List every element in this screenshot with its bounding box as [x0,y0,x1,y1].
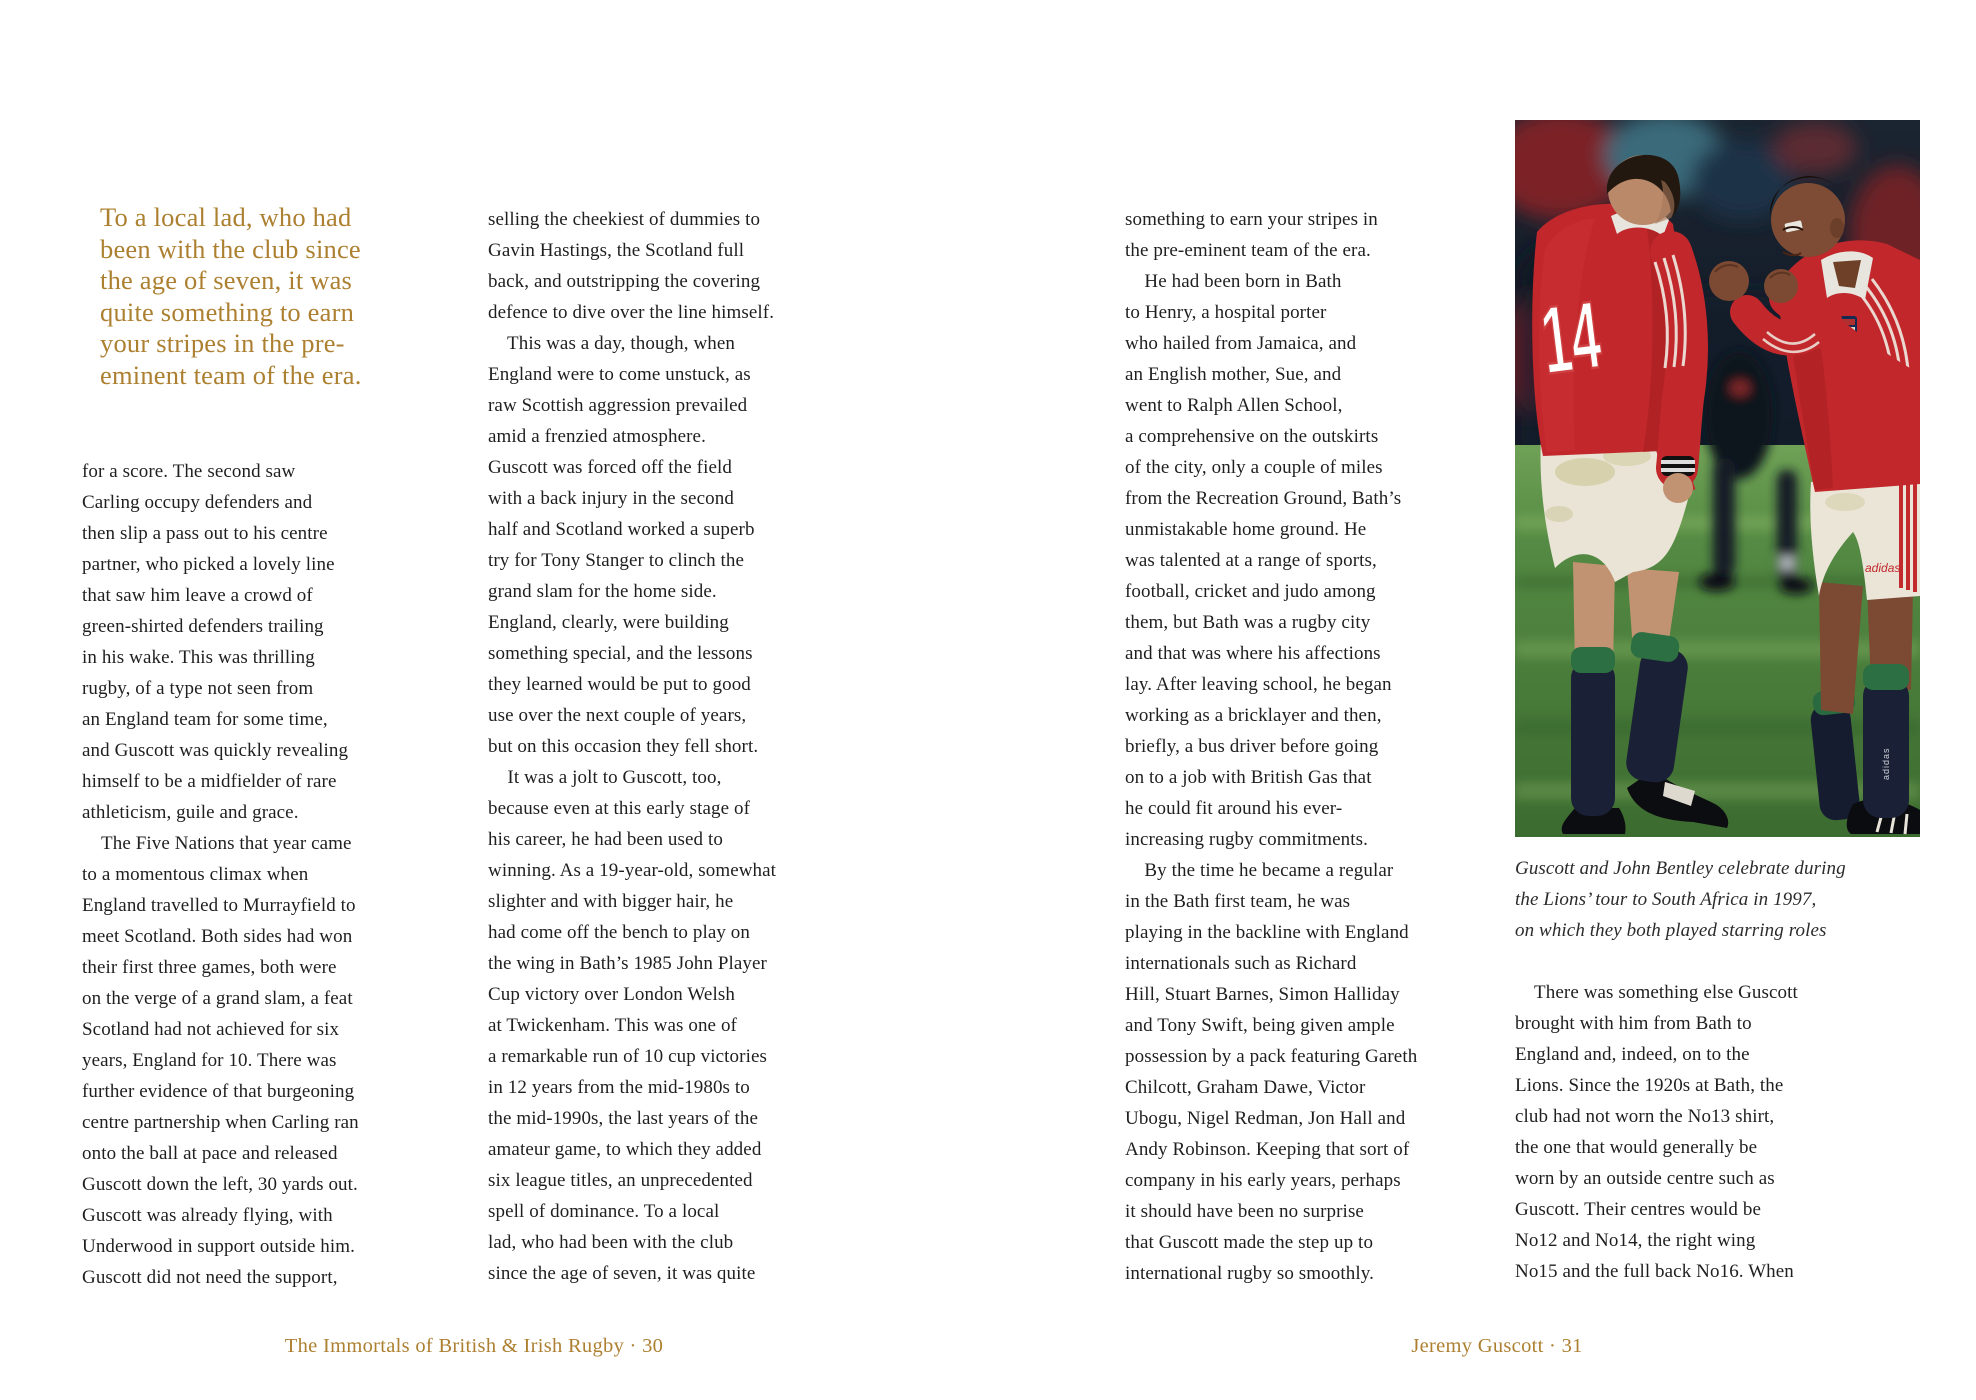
text-line: been with the club since [100,233,361,264]
sock-brand-label: adidas [1881,747,1891,780]
text-line: winning. As a 19-year-old, somewhat [488,860,777,881]
text-line: Guscott did not need the support, [82,1267,338,1288]
text-line: Guscott was forced off the field [488,457,732,478]
text-line: football, cricket and judo among [1125,581,1376,602]
body-column-2 [488,204,818,1289]
text-line: England, clearly, were building [488,612,729,633]
text-line: and Tony Swift, being given ample [1125,1015,1395,1036]
text-line: that Guscott made the step up to [1125,1232,1374,1253]
text-line: the age of seven, it was [100,265,353,295]
text-line: club had not worn the No13 shirt, [1515,1106,1775,1127]
text-line: an English mother, Sue, and [1125,364,1342,385]
text-line: selling the cheekiest of dummies to [488,209,761,230]
text-line: raw Scottish aggression prevailed [488,395,748,416]
text-line: increasing rugby commitments. [1125,829,1368,850]
text-line: Chilcott, Graham Dawe, Victor [1125,1077,1366,1098]
text-line: Andy Robinson. Keeping that sort of [1125,1139,1410,1160]
text-line: centre partnership when Carling ran [82,1112,359,1133]
text-line: of the city, only a couple of miles [1125,457,1383,478]
text-line: on the verge of a grand slam, a feat [82,988,353,1009]
text-line: athleticism, guile and grace. [82,802,299,823]
text-line: playing in the backline with England [1125,922,1409,943]
text-line: amateur game, to which they added [488,1139,762,1160]
text-line: To a local lad, who had [100,202,352,232]
text-line: company in his early years, perhaps [1125,1170,1401,1191]
text-line: Carling occupy defenders and [82,492,313,513]
text-line: back, and outstripping the covering [488,271,761,292]
text-line: had come off the bench to play on [488,922,751,943]
text-line: them, but Bath was a rugby city [1125,612,1371,633]
text-line: lay. After leaving school, he began [1125,674,1392,695]
text-line: something to earn your stripes in [1125,209,1378,230]
text-line: working as a bricklayer and then, [1125,705,1382,726]
text-line: worn by an outside centre such as [1515,1168,1775,1189]
text-line: six league titles, an unprecedented [488,1170,753,1191]
text-line: they learned would be put to good [488,674,751,695]
text-line: further evidence of that burgeoning [82,1081,355,1102]
text-line: the one that would generally be [1515,1137,1758,1158]
text-line: By the time he became a regular [1125,860,1394,881]
text-line: a comprehensive on the outskirts [1125,426,1379,447]
shorts-brand-label: adidas [1865,561,1901,575]
left-page-footer: The Immortals of British & Irish Rugby · 30 [284,1335,664,1357]
text-line: a remarkable run of 10 cup victories [488,1046,767,1067]
text-line: his career, he had been used to [488,829,723,850]
text-line: he could fit around his ever- [1125,798,1343,819]
text-line: Lions. Since the 1920s at Bath, the [1515,1075,1784,1096]
right-page-footer: Jeremy Guscott · 31 [1411,1335,1583,1357]
text-line: the wing in Bath’s 1985 John Player [488,953,767,974]
text-line: rugby, of a type not seen from [82,678,314,699]
text-line: for a score. The second saw [82,461,296,482]
text-line: The Five Nations that year came [82,833,352,854]
text-line: No15 and the full back No16. When [1515,1261,1794,1282]
text-line: international rugby so smoothly. [1125,1263,1374,1284]
body-column-1 [82,456,454,1293]
rugby-photo [1515,120,1920,837]
text-line: Guscott and John Bentley celebrate during [1515,858,1846,879]
text-line: spell of dominance. To a local [488,1201,720,1222]
text-line: slighter and with bigger hair, he [488,891,734,912]
text-line: eminent team of the era. [100,359,362,390]
text-line: who hailed from Jamaica, and [1125,333,1357,354]
text-line: Guscott was already flying, with [82,1205,333,1226]
text-line: since the age of seven, it was quite [488,1263,756,1284]
body-column-3 [1125,204,1455,1289]
text-line: Gavin Hastings, the Scotland full [488,240,745,261]
text-line: partner, who picked a lovely line [82,554,335,575]
text-line: Guscott down the left, 30 yards out. [82,1174,358,1195]
text-line: in his wake. This was thrilling [82,647,315,668]
body-column-4 [1515,977,1880,1287]
text-line: Underwood in support outside him. [82,1236,355,1257]
text-line: was talented at a range of sports, [1125,550,1377,571]
text-line: the mid-1990s, the last years of the [488,1108,759,1129]
text-line: quite something to earn [100,296,355,327]
text-line: from the Recreation Ground, Bath’s [1125,488,1402,509]
jersey-number-label: 14 [1535,275,1655,395]
text-line: on to a job with British Gas that [1125,767,1372,788]
text-line: himself to be a midfielder of rare [82,771,337,792]
text-line: grand slam for the home side. [488,581,717,602]
text-line: on which they both played starring roles [1515,920,1827,941]
text-line: No12 and No14, the right wing [1515,1230,1756,1251]
text-line: because even at this early stage of [488,798,750,819]
text-line: years, England for 10. There was [82,1050,337,1071]
text-line: it should have been no surprise [1125,1201,1364,1222]
text-line: an England team for some time, [82,709,328,730]
text-line: Hill, Stuart Barnes, Simon Halliday [1125,984,1400,1005]
text-line: There was something else Guscott [1515,982,1798,1003]
text-line: He had been born in Bath [1125,271,1342,292]
text-line: lad, who had been with the club [488,1232,734,1253]
text-line: This was a day, though, when [488,333,735,354]
text-line: something special, and the lessons [488,643,753,664]
text-line: at Twickenham. This was one of [488,1015,737,1036]
text-line: onto the ball at pace and released [82,1143,338,1164]
text-line: but on this occasion they fell short. [488,736,759,757]
text-line: England travelled to Murrayfield to [82,895,356,916]
text-line: internationals such as Richard [1125,953,1357,974]
text-line: Scotland had not achieved for six [82,1019,340,1040]
text-line: that saw him leave a crowd of [82,585,313,606]
text-line: and Guscott was quickly revealing [82,740,349,761]
text-line: to a momentous climax when [82,864,309,885]
text-line: in 12 years from the mid-1980s to [488,1077,750,1098]
text-line: meet Scotland. Both sides had won [82,926,353,947]
text-line: their first three games, both were [82,957,337,978]
text-line: It was a jolt to Guscott, too, [488,767,722,788]
text-line: and that was where his affections [1125,643,1381,664]
text-line: half and Scotland worked a superb [488,519,755,540]
text-line: Guscott. Their centres would be [1515,1199,1761,1220]
text-line: England and, indeed, on to the [1515,1044,1750,1065]
text-line: Cup victory over London Welsh [488,984,735,1005]
text-line: possession by a pack featuring Gareth [1125,1046,1418,1067]
pull-quote [100,202,460,391]
text-line: Ubogu, Nigel Redman, Jon Hall and [1125,1108,1406,1129]
text-line: try for Tony Stanger to clinch the [488,550,745,571]
text-line: your stripes in the pre- [100,328,345,358]
text-line: in the Bath first team, he was [1125,891,1351,912]
text-line: green-shirted defenders trailing [82,616,324,637]
text-line: the Lions’ tour to South Africa in 1997, [1515,889,1817,910]
text-line: England were to come unstuck, as [488,364,751,385]
text-line: the pre-eminent team of the era. [1125,240,1371,261]
text-line: amid a frenzied atmosphere. [488,426,706,447]
text-line: defence to dive over the line himself. [488,302,775,323]
text-line: use over the next couple of years, [488,705,747,726]
text-line: with a back injury in the second [488,488,734,509]
photo-figure [1515,120,1920,837]
text-line: went to Ralph Allen School, [1125,395,1343,416]
text-line: briefly, a bus driver before going [1125,736,1379,757]
photo-caption [1515,853,1920,946]
text-line: unmistakable home ground. He [1125,519,1367,540]
text-line: then slip a pass out to his centre [82,523,328,544]
text-line: brought with him from Bath to [1515,1013,1752,1034]
text-line: to Henry, a hospital porter [1125,302,1327,323]
